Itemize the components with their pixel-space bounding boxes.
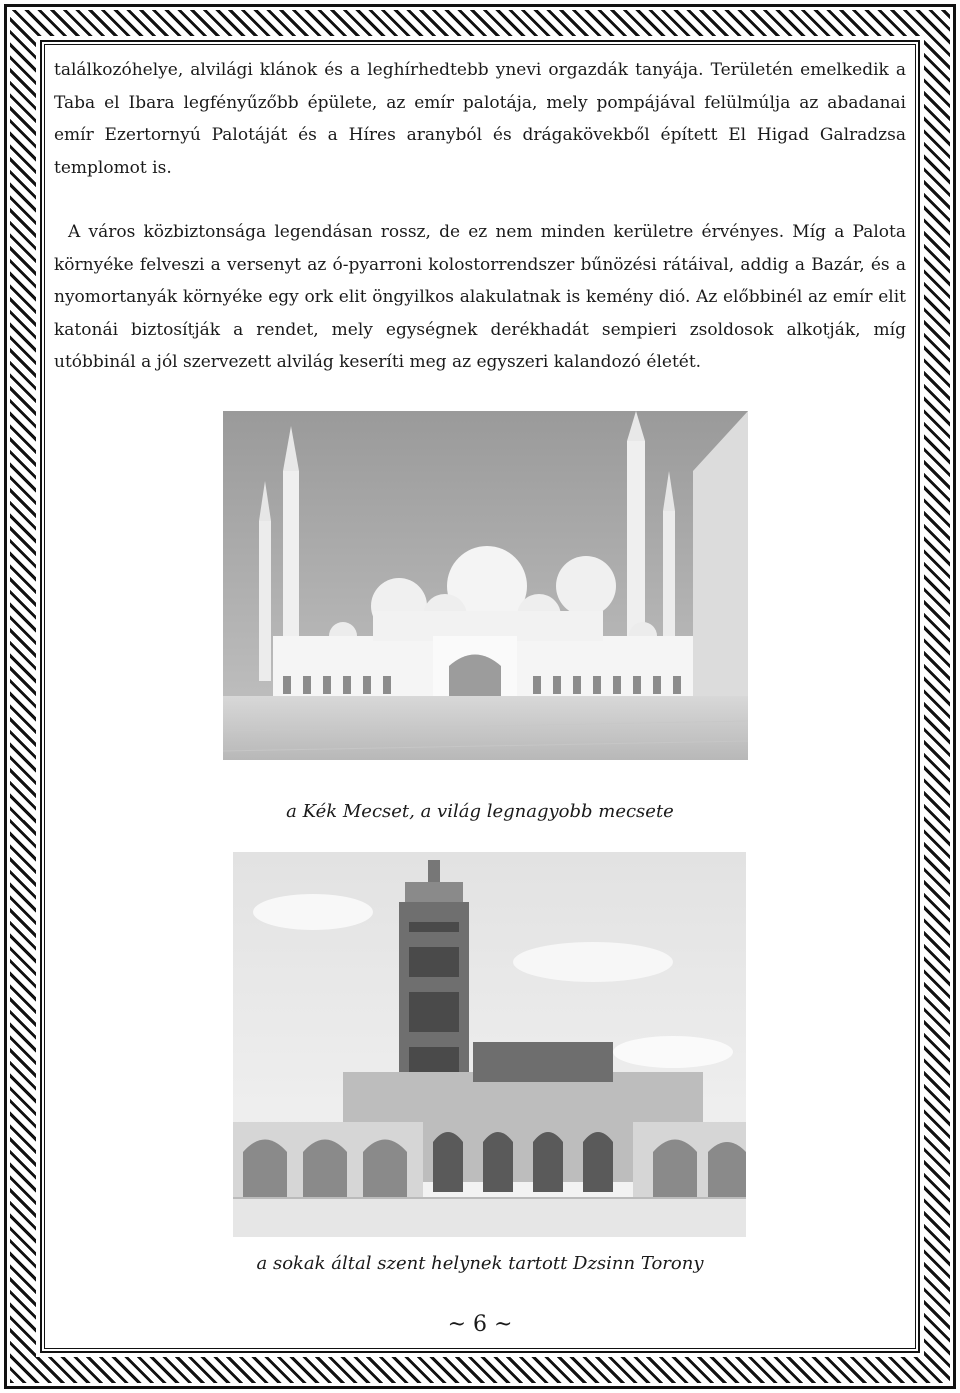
mosque-caption: a Kék Mecset, a világ legnagyobb mecsete — [286, 801, 674, 822]
paragraph-1: találkozóhelye, alvilági klánok és a leghírhedtebb ynevi orgazdák tanyája. Területén emelkedik a Taba el Ibara legfényűzőbb épülete, az emír palotája, mely pompájával felülmúlja az abadanai emír Ezertornyú Palotáját és a Híres aranyból és drágakövekből épített El Higad Galradzsa templomot is. — [54, 60, 906, 178]
tower-caption: a sokak által szent helynek tartott Dzsinn Torony — [256, 1253, 704, 1274]
mosque-photo — [223, 411, 748, 760]
paragraph-2: A város közbiztonsága legendásan rossz, de ez nem minden kerületre érvényes. Míg a Palota környéke felveszi a versenyt az ó-pyarroni kolostorrendszer bűnözési rátáival, addig a Bazár, és a nyomortanyák környéke egy ork elit öngyilkos alakulatnak is kemény dió. Az előbbinél az emír elit katonái biztosítják a rendet, mely egységnek derékhadát sempieri zsoldosok alkotják, míg utóbbinál a jól szervezett alvilág keseríti meg az egyszeri kalandozó életét. — [54, 222, 906, 372]
page-number: ~ 6 ~ — [447, 1312, 513, 1337]
tower-photo — [233, 852, 746, 1237]
